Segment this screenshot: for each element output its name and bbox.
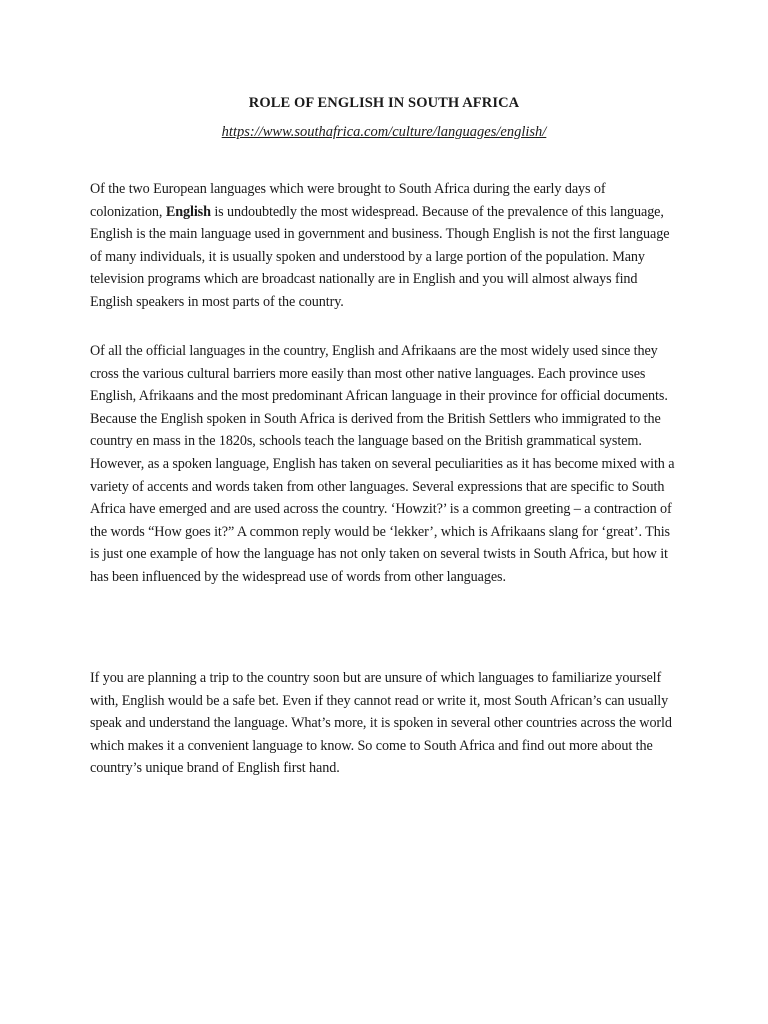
source-url-link[interactable]: https://www.southafrica.com/culture/languages/english/ — [221, 124, 547, 140]
paragraph-3: If you are planning a trip to the country soon but are unsure of which languages to familiarize yourself with, English would be a safe bet. Even if they cannot read or write it, most South African’s can usually speak and understand the language. What’s more, it is spoken in several other countries across the world which makes it a convenient language to know. So come to South Africa and find out more about the country’s unique brand of English first hand. — [90, 670, 672, 777]
document-title: ROLE OF ENGLISH IN SOUTH AFRICA — [248, 95, 520, 111]
paragraph-1-bold-term: English — [165, 203, 211, 220]
paragraph-1-intro: Of the two European languages which were brought to South Africa during the early days of colonization, — [90, 181, 606, 220]
paragraph-2: Of all the official languages in the country, English and Afrikaans are the most widely used since they cross the various cultural barriers more easily than most other native languages. Each province uses English, Afrikaans and the most predominant African language in their province for official documents. Because the English spoken in South Africa is derived from the British Settlers who immigrated to the country en mass in the 1820s, schools teach the language based on the British grammatical system. However, as a spoken language, English has taken on several peculiarities as it has become mixed with a variety of accents and words taken from other languages. Several expressions that are specific to South Africa have emerged and are used across the country. ‘Howzit?’ is a common greeting – a contraction of the words “How goes it?” A common reply would be ‘lekker’, which is Afrikaans slang for ‘great’. This is just one example of how the language has not only taken on several twists in South Africa, but how it has been influenced by the widespread use of words from other languages. — [90, 343, 675, 585]
paragraph-1 — [90, 178, 680, 314]
paragraph-1-rest: is undoubtedly the most widespread. Because of the prevalence of this language, English is the main language used in government and business. Though English is not the first language of many individuals, it is usually spoken and understood by a large portion of the population. Many television programs which are broadcast nationally are in English and you will almost always find English speakers in most parts of the country. — [90, 203, 670, 310]
